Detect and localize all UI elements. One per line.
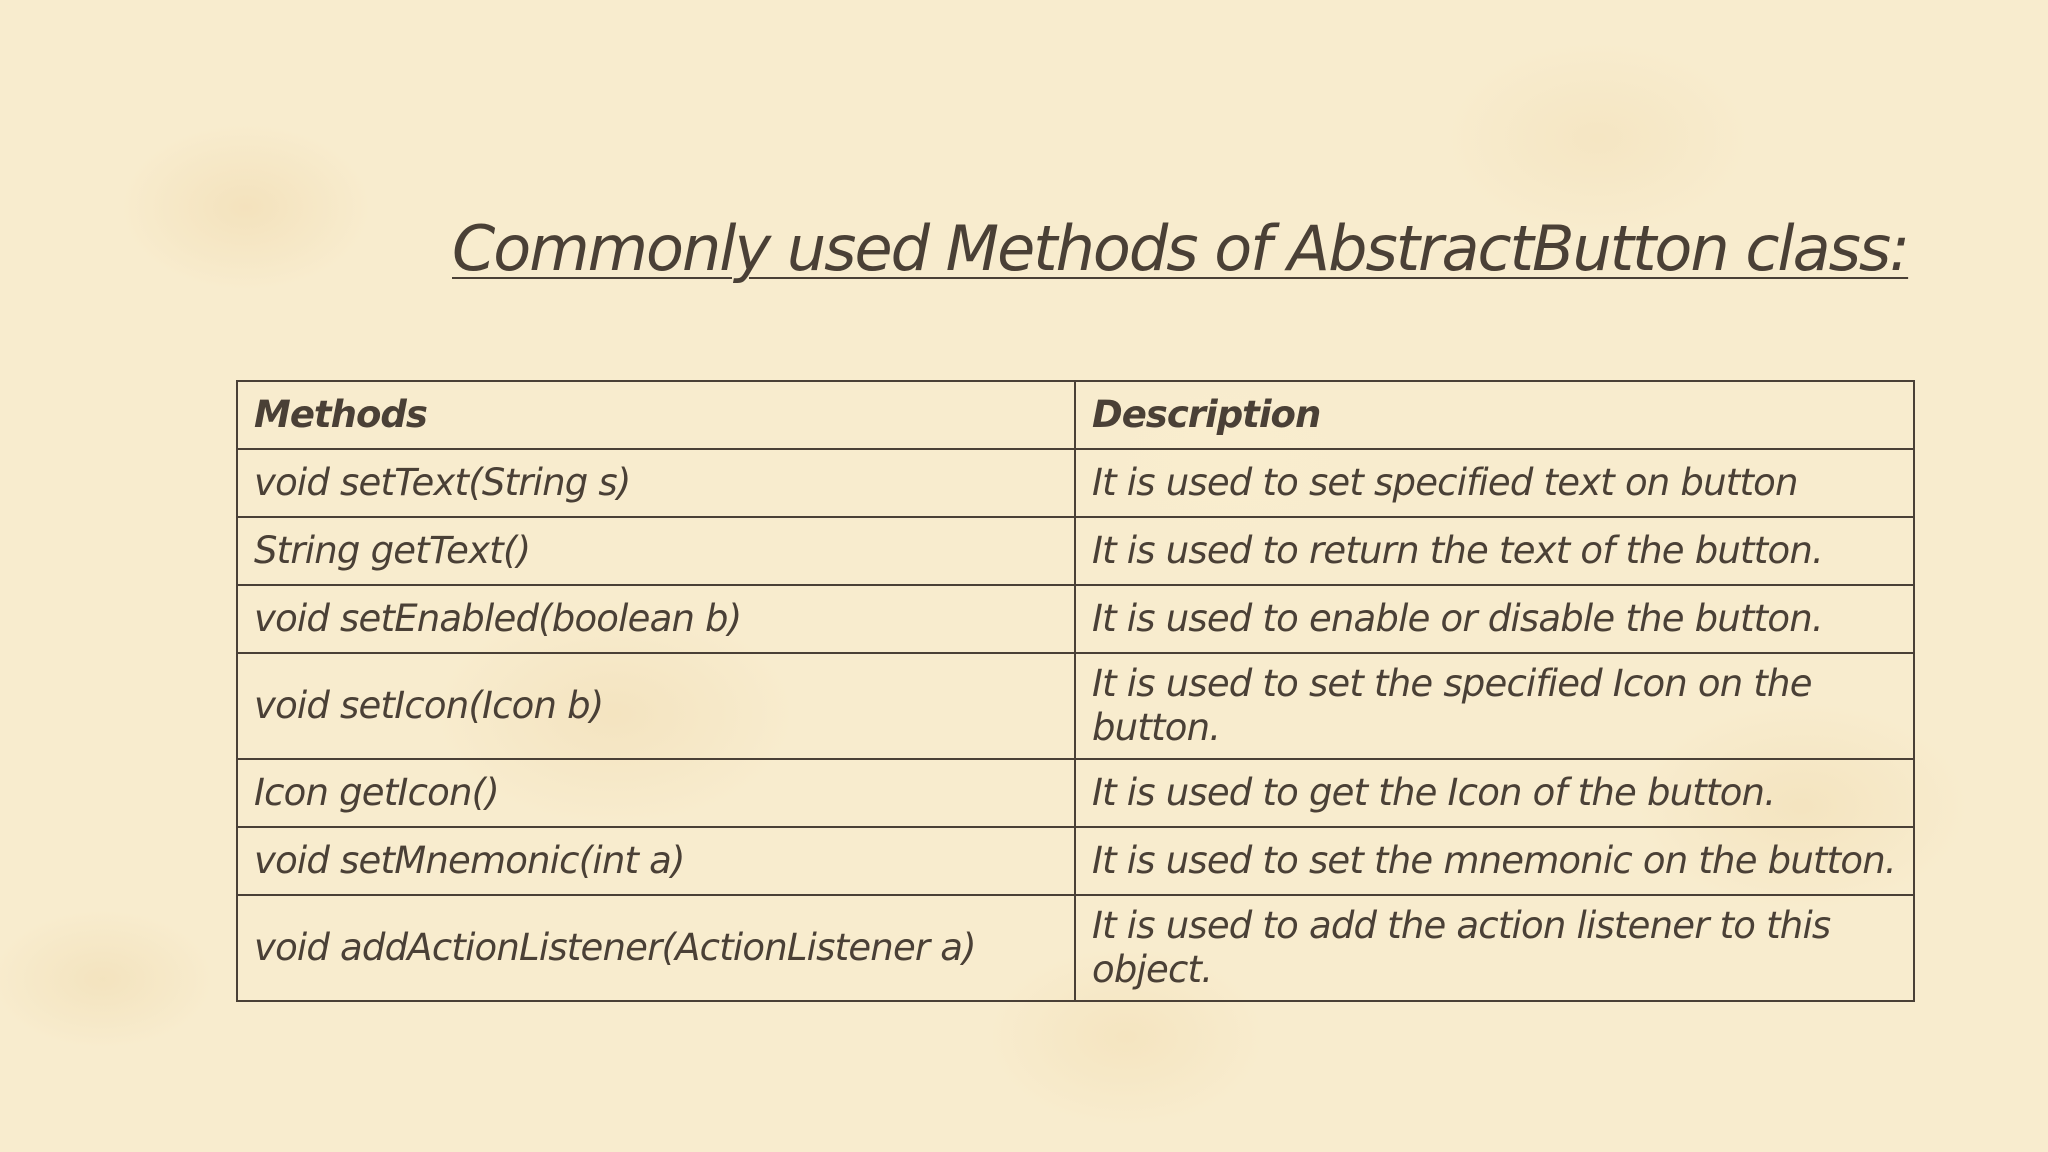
- description-cell: It is used to set the mnemonic on the button.: [1075, 827, 1914, 895]
- table-row: [237, 449, 1914, 517]
- method-cell: void addActionListener(ActionListener a): [237, 895, 1075, 1001]
- slide-title: Commonly used Methods of AbstractButton class:: [452, 212, 1909, 285]
- column-header-methods: Methods: [237, 381, 1075, 449]
- method-cell: String getText(): [237, 517, 1075, 585]
- method-cell: void setEnabled(boolean b): [237, 585, 1075, 653]
- methods-table: [236, 380, 1915, 1002]
- method-cell: void setMnemonic(int a): [237, 827, 1075, 895]
- table-row: [237, 759, 1914, 827]
- table-row: [237, 585, 1914, 653]
- table-row: [237, 827, 1914, 895]
- column-header-description: Description: [1075, 381, 1914, 449]
- method-cell: Icon getIcon(): [237, 759, 1075, 827]
- description-cell: It is used to get the Icon of the button.: [1075, 759, 1914, 827]
- table-row: [237, 653, 1914, 759]
- table-row: [237, 895, 1914, 1001]
- method-cell: void setIcon(Icon b): [237, 653, 1075, 759]
- method-cell: void setText(String s): [237, 449, 1075, 517]
- description-cell: It is used to set specified text on button: [1075, 449, 1914, 517]
- description-cell: It is used to set the specified Icon on the button.: [1075, 653, 1914, 759]
- description-cell: It is used to return the text of the button.: [1075, 517, 1914, 585]
- description-cell: It is used to add the action listener to this object.: [1075, 895, 1914, 1001]
- description-cell: It is used to enable or disable the button.: [1075, 585, 1914, 653]
- table-row: [237, 517, 1914, 585]
- table-header-row: [237, 381, 1914, 449]
